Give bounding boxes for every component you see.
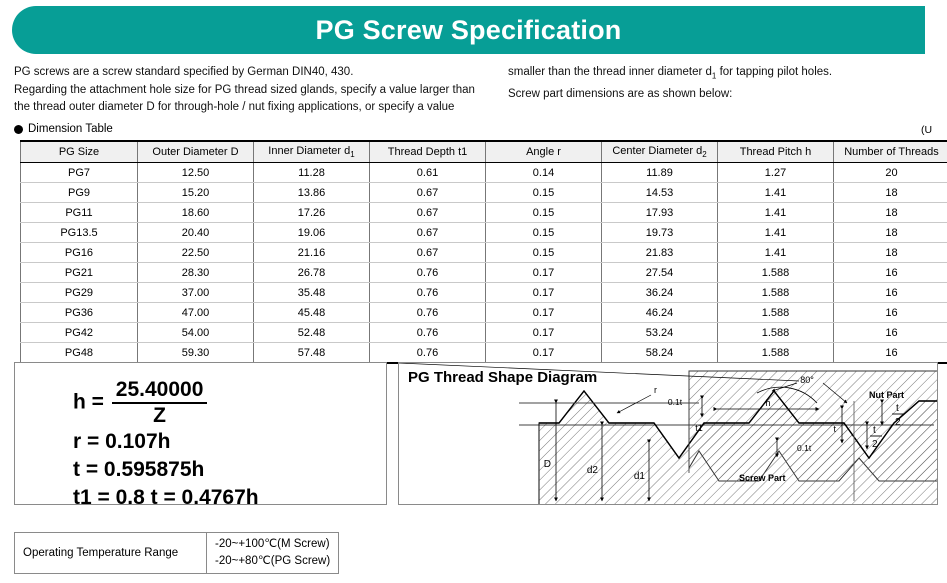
table-cell: 59.30 [138,343,254,364]
svg-text:2: 2 [872,439,878,450]
intro-section [0,64,947,114]
table-cell-pg-size: PG42 [21,323,138,343]
table-cell-pg-size: PG48 [21,343,138,364]
d1-label: d1 [633,471,645,482]
thread-shape-diagram [399,363,938,505]
dimension-table [20,140,947,364]
table-cell: 1.588 [718,343,834,364]
table-row [21,243,947,263]
formula-h-lhs: h = [73,390,104,414]
table-cell: 12.50 [138,163,254,183]
column-header-text: Outer Diameter D [152,146,239,158]
table-cell: 21.16 [254,243,370,263]
table-cell: 0.15 [486,243,602,263]
table-cell: 19.06 [254,223,370,243]
table-column-header-1 [138,141,254,163]
table-cell: 20.40 [138,223,254,243]
table-cell: 0.17 [486,323,602,343]
table-cell: 1.41 [718,223,834,243]
temperature-values [207,533,339,574]
table-cell: 0.17 [486,343,602,364]
table-cell: 53.24 [602,323,718,343]
table-cell: 20 [834,163,947,183]
formula-h-denominator: Z [153,404,166,428]
table-cell: 0.15 [486,203,602,223]
column-header-subscript: 1 [350,150,355,160]
table-cell: 1.588 [718,283,834,303]
temperature-label: Operating Temperature Range [15,533,207,574]
intro-line-1: PG screws are a screw standard specified by German DIN40, 430. [14,66,354,78]
table-cell: 45.48 [254,303,370,323]
table-header-row [21,141,947,163]
intro-line-4-subscript: 1 [711,71,717,81]
table-cell: 0.17 [486,303,602,323]
table-cell-pg-size: PG36 [21,303,138,323]
table-cell-pg-size: PG29 [21,283,138,303]
table-cell: 0.67 [370,243,486,263]
r-label: r [654,385,657,395]
page-title: PG Screw Specification [315,14,622,45]
table-cell: 28.30 [138,263,254,283]
thread-diagram-title: PG Thread Shape Diagram [408,369,598,386]
table-cell-pg-size: PG11 [21,203,138,223]
table-cell: 47.00 [138,303,254,323]
table-cell: 36.24 [602,283,718,303]
table-cell: 1.588 [718,263,834,283]
table-column-header-3 [370,141,486,163]
table-cell-pg-size: PG21 [21,263,138,283]
r-leader [617,395,651,413]
table-cell: 1.41 [718,203,834,223]
page-header-banner [12,6,925,54]
temperature-value-pg-screw: -20~+80℃(PG Screw) [215,555,331,567]
table-cell: 1.27 [718,163,834,183]
formula-t1: t1 = 0.8 t = 0.4767h [73,486,259,510]
table-column-header-5 [602,141,718,163]
table-cell: 0.15 [486,223,602,243]
table-row [21,263,947,283]
table-cell: 0.17 [486,263,602,283]
table-cell: 21.83 [602,243,718,263]
formula-h-numerator: 25.40000 [112,379,208,404]
dimension-table-label-text: Dimension Table [28,123,113,135]
table-cell: 58.24 [602,343,718,364]
table-cell-pg-size: PG9 [21,183,138,203]
table-cell: 16 [834,263,947,283]
table-column-header-7 [834,141,947,163]
t1-label: t1 [695,423,703,433]
table-column-header-2 [254,141,370,163]
table-cell: 0.61 [370,163,486,183]
column-header-text: Thread Pitch h [739,146,812,158]
temperature-row [15,533,339,574]
table-cell: 57.48 [254,343,370,364]
temperature-value-m-screw: -20~+100℃(M Screw) [215,538,330,550]
intro-line-4-pre: smaller than the thread inner diameter d [508,66,712,78]
D-label: D [543,459,551,470]
bullet-dot-icon [14,125,23,134]
table-row [21,203,947,223]
intro-line-5: Screw part dimensions are as shown below: [508,87,733,100]
table-cell: 54.00 [138,323,254,343]
table-cell: 0.14 [486,163,602,183]
column-header-subscript: 2 [702,150,707,160]
table-column-header-4 [486,141,602,163]
formula-h-fraction [112,379,208,427]
formula-h [73,379,386,427]
thread-diagram-box [398,362,938,505]
intro-left-column [14,64,504,117]
point1t-upper-label: 0.1t [667,397,683,407]
table-cell-pg-size: PG16 [21,243,138,263]
table-cell: 16 [834,343,947,364]
table-cell: 17.26 [254,203,370,223]
table-cell: 0.67 [370,183,486,203]
table-cell: 18 [834,243,947,263]
table-cell: 18 [834,223,947,243]
dimension-table-label [14,123,113,135]
intro-line-4 [508,64,938,85]
column-header-text: Angle r [526,146,561,158]
table-cell: 35.48 [254,283,370,303]
nut-part-label: Nut Part [869,390,905,400]
table-cell: 0.76 [370,323,486,343]
column-header-text: Thread Depth t1 [387,146,468,158]
table-cell: 46.24 [602,303,718,323]
d2-label: d2 [586,465,598,476]
column-header-text: Inner Diameter d [268,144,351,157]
table-cell: 16 [834,323,947,343]
table-cell: 0.76 [370,343,486,364]
svg-text:t: t [896,403,899,414]
table-cell: 0.76 [370,283,486,303]
table-cell: 11.89 [602,163,718,183]
column-header-text: Center Diameter d [612,144,703,157]
column-header-text: PG Size [58,146,100,158]
table-cell: 52.48 [254,323,370,343]
table-cell: 0.76 [370,303,486,323]
svg-text:t: t [873,425,876,436]
table-cell: 0.67 [370,203,486,223]
screw-part-label: Screw Part [739,473,786,483]
table-cell-pg-size: PG13.5 [21,223,138,243]
dimension-table-container [20,140,947,364]
t-label: t [833,424,836,434]
table-row [21,323,947,343]
formula-content [15,363,386,511]
table-row [21,343,947,364]
table-cell: 0.67 [370,223,486,243]
table-cell: 1.588 [718,323,834,343]
h-label: h [765,398,771,408]
table-cell: 27.54 [602,263,718,283]
table-cell: 19.73 [602,223,718,243]
table-body [21,163,947,364]
table-cell: 15.20 [138,183,254,203]
column-header-text: Number of Threads [844,146,939,158]
angle-label: 80° [800,375,814,385]
table-row [21,183,947,203]
intro-line-3: the thread outer diameter D for through-hole / nut fixing applications, or specify a value [14,101,455,113]
intro-right-column [508,64,938,103]
table-cell: 14.53 [602,183,718,203]
table-cell: 1.41 [718,243,834,263]
table-cell: 17.93 [602,203,718,223]
table-cell: 22.50 [138,243,254,263]
table-cell: 18 [834,203,947,223]
table-cell: 16 [834,303,947,323]
table-cell: 16 [834,283,947,303]
operating-temperature-table [14,532,339,574]
table-cell: 0.76 [370,263,486,283]
table-cell: 1.41 [718,183,834,203]
point1t-lower-label: 0.1t [797,443,812,453]
table-cell: 37.00 [138,283,254,303]
svg-text:2: 2 [895,417,901,428]
intro-line-4-post: for tapping pilot holes. [716,66,833,78]
table-column-header-0 [21,141,138,163]
intro-line-2: Regarding the attachment hole size for PG thread sized glands, specify a value larger than [14,83,475,96]
table-cell: 26.78 [254,263,370,283]
table-row [21,223,947,243]
table-cell: 18 [834,183,947,203]
table-row [21,163,947,183]
table-cell: 13.86 [254,183,370,203]
table-row [21,283,947,303]
formula-r: r = 0.107h [73,430,171,454]
table-cell: 1.588 [718,303,834,323]
table-cell: 0.17 [486,283,602,303]
table-cell-pg-size: PG7 [21,163,138,183]
formula-t: t = 0.595875h [73,458,205,482]
table-cell: 0.15 [486,183,602,203]
unit-note: (U [921,124,933,136]
formula-box [14,362,387,510]
table-row [21,303,947,323]
table-cell: 18.60 [138,203,254,223]
table-cell: 11.28 [254,163,370,183]
table-column-header-6 [718,141,834,163]
